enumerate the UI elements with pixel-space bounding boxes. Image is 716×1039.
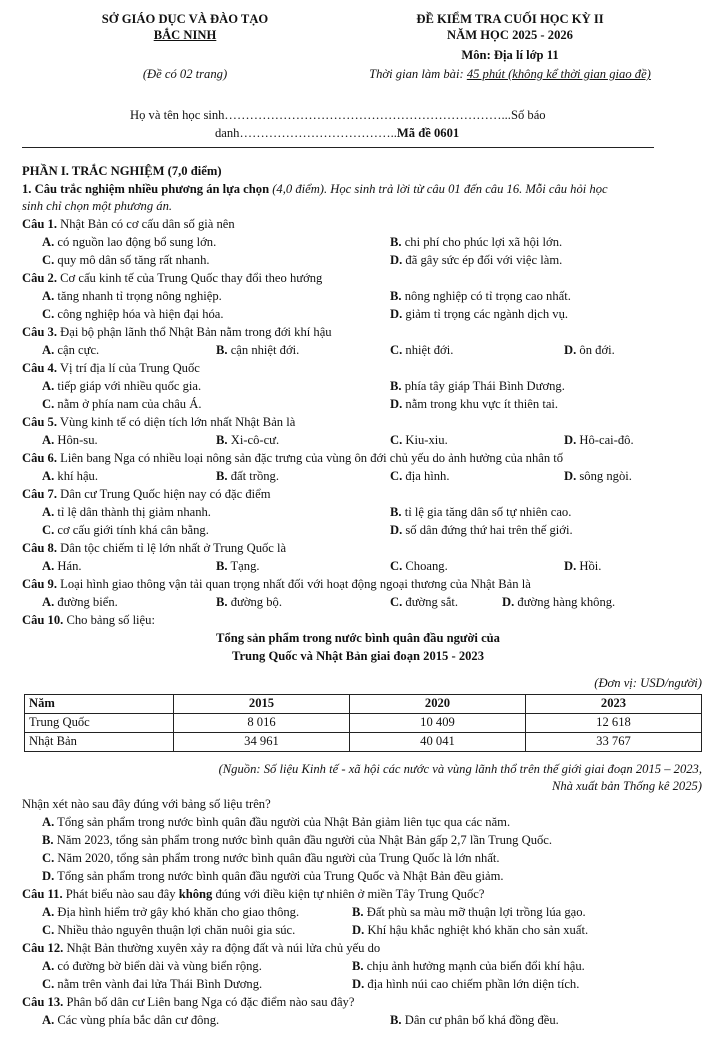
table-cell: 34 961 [174, 733, 350, 752]
q12-option-b[interactable]: B. chịu ảnh hưởng mạnh của biến đổi khí hậu. [352, 959, 585, 973]
department-name: SỞ GIÁO DỤC VÀ ĐÀO TẠO [101, 12, 269, 26]
table-cell: Trung Quốc [25, 714, 174, 733]
table-row [25, 733, 702, 752]
q6-option-b[interactable]: B. đất trồng. [216, 469, 279, 483]
table-source-publisher: Nhà xuất bản Thống kê 2025) [551, 779, 702, 793]
q7-option-c[interactable]: C. cơ cấu giới tính khá cân bằng. [42, 523, 209, 537]
q9-option-b[interactable]: B. đường bộ. [216, 595, 282, 609]
q5-option-c[interactable]: C. Kiu-xiu. [390, 433, 448, 447]
part1-instructions: 1. Câu trắc nghiệm nhiều phương án lựa chọn (4,0 điểm). Học sinh trả lời từ câu 01 đến câu 16. Mỗi câu hỏi học [22, 182, 608, 196]
student-name-line: Họ và tên học sinh…………………………………………………………...Số báo [130, 108, 546, 122]
q12-option-c[interactable]: C. nằm trên vành đai lửa Thái Bình Dương. [42, 977, 263, 991]
q10-option-d[interactable]: D. Tổng sản phẩm trong nước bình quân đầu người của Trung Quốc và Nhật Bản đều giảm. [42, 869, 504, 883]
q9-option-c[interactable]: C. đường sắt. [390, 595, 459, 609]
q2-option-a[interactable]: A. tăng nhanh tỉ trọng nông nghiệp. [42, 289, 222, 303]
q6-option-a[interactable]: A. khí hậu. [42, 469, 98, 483]
q13-option-b[interactable]: B. Dân cư phân bố khá đồng đều. [390, 1013, 559, 1027]
q2-option-c[interactable]: C. công nghiệp hóa và hiện đại hóa. [42, 307, 224, 321]
q6-option-c[interactable]: C. địa hình. [390, 469, 450, 483]
question-4: Câu 4. Vị trí địa lí của Trung Quốc [22, 361, 200, 375]
table-source: (Nguồn: Số liệu Kinh tế - xã hội các nước và vùng lãnh thổ trên thế giới giai đoạn 2015 – 2023, [218, 762, 702, 776]
table-header-cell: Năm [25, 695, 174, 714]
q6-option-d[interactable]: D. sông ngòi. [564, 469, 632, 483]
question-10: Câu 10. Cho bảng số liệu: [22, 613, 155, 627]
province-name: BẮC NINH [153, 28, 217, 42]
q7-option-a[interactable]: A. tỉ lệ dân thành thị giảm nhanh. [42, 505, 211, 519]
table-title-2: Trung Quốc và Nhật Bản giai đoạn 2015 - 2023 [231, 649, 485, 663]
question-13: Câu 13. Phân bố dân cư Liên bang Nga có đặc điểm nào sau đây? [22, 995, 355, 1009]
q10-option-c[interactable]: C. Năm 2020, tổng sản phẩm trong nước bình quân đầu người của Trung Quốc là lớn nhất. [42, 851, 500, 865]
table-title-1: Tổng sản phẩm trong nước bình quân đầu người của [216, 631, 500, 645]
page-count-note: (Đề có 02 trang) [142, 67, 228, 81]
q9-option-a[interactable]: A. đường biển. [42, 595, 118, 609]
question-8: Câu 8. Dân tộc chiếm tỉ lệ lớn nhất ở Trung Quốc là [22, 541, 287, 555]
q2-option-b[interactable]: B. nông nghiệp có tỉ trọng cao nhất. [390, 289, 571, 303]
q8-option-d[interactable]: D. Hồi. [564, 559, 602, 573]
table-row [25, 714, 702, 733]
q3-option-c[interactable]: C. nhiệt đới. [390, 343, 454, 357]
q8-option-b[interactable]: B. Tạng. [216, 559, 260, 573]
table-header-cell: 2015 [174, 695, 350, 714]
table-cell: 40 041 [350, 733, 526, 752]
q12-option-d[interactable]: D. địa hình núi cao chiếm phần lớn diện tích. [352, 977, 580, 991]
question-11: Câu 11. Phát biểu nào sau đây không đúng với điều kiện tự nhiên ở miền Tây Trung Quốc? [22, 887, 485, 901]
q7-option-b[interactable]: B. tỉ lệ gia tăng dân số tự nhiên cao. [390, 505, 572, 519]
table-cell: 33 767 [526, 733, 702, 752]
q10-prompt: Nhận xét nào sau đây đúng với bảng số liệu trên? [22, 797, 271, 811]
q11-option-a[interactable]: A. Địa hình hiểm trở gây khó khăn cho giao thông. [42, 905, 300, 919]
student-id-line: danh………………………………..Mã đề 0601 [215, 126, 460, 140]
question-1: Câu 1. Nhật Bản có cơ cấu dân số già nên [22, 217, 235, 231]
q9-option-d[interactable]: D. đường hàng không. [502, 595, 616, 609]
q11-option-d[interactable]: D. Khí hậu khắc nghiệt khó khăn cho sản xuất. [352, 923, 589, 937]
header-divider [22, 147, 654, 148]
q13-option-a[interactable]: A. Các vùng phía bắc dân cư đông. [42, 1013, 220, 1027]
question-2: Câu 2. Cơ cấu kinh tế của Trung Quốc thay đổi theo hướng [22, 271, 323, 285]
question-12: Câu 12. Nhật Bản thường xuyên xảy ra động đất và núi lửa chủ yếu do [22, 941, 381, 955]
q4-option-c[interactable]: C. nằm ở phía nam của châu Á. [42, 397, 202, 411]
table-cell: 8 016 [174, 714, 350, 733]
q1-option-a[interactable]: A. có nguồn lao động bổ sung lớn. [42, 235, 217, 249]
data-table [24, 694, 702, 752]
part1-instructions-cont: sinh chỉ chọn một phương án. [22, 199, 173, 213]
question-9: Câu 9. Loại hình giao thông vận tải quan trọng nhất đối với hoạt động ngoại thương của Nhật Bản là [22, 577, 531, 591]
q1-option-c[interactable]: C. quy mô dân số tăng rất nhanh. [42, 253, 210, 267]
q7-option-d[interactable]: D. số dân đứng thứ hai trên thế giới. [390, 523, 573, 537]
q3-option-d[interactable]: D. ôn đới. [564, 343, 615, 357]
q11-option-c[interactable]: C. Nhiều thảo nguyên thuận lợi chăn nuôi gia súc. [42, 923, 296, 937]
exam-code: Mã đề 0601 [396, 126, 460, 140]
question-7: Câu 7. Dân cư Trung Quốc hiện nay có đặc điểm [22, 487, 271, 501]
table-header-cell: 2020 [350, 695, 526, 714]
time-limit: Thời gian làm bài: 45 phút (không kể thời gian giao đề) [369, 67, 651, 81]
q3-option-a[interactable]: A. cận cực. [42, 343, 100, 357]
school-year: NĂM HỌC 2025 - 2026 [447, 28, 573, 42]
part1-title: PHẦN I. TRẮC NGHIỆM (7,0 điểm) [22, 164, 222, 178]
q5-option-d[interactable]: D. Hô-cai-đô. [564, 433, 634, 447]
q4-option-b[interactable]: B. phía tây giáp Thái Bình Dương. [390, 379, 565, 393]
q11-option-b[interactable]: B. Đất phù sa màu mỡ thuận lợi trồng lúa gạo. [352, 905, 586, 919]
q4-option-d[interactable]: D. nằm trong khu vực ít thiên tai. [390, 397, 559, 411]
subject: Môn: Địa lí lớp 11 [461, 48, 559, 62]
q3-option-b[interactable]: B. cận nhiệt đới. [216, 343, 300, 357]
table-cell: 12 618 [526, 714, 702, 733]
q8-option-a[interactable]: A. Hán. [42, 559, 82, 573]
exam-title: ĐỀ KIỂM TRA CUỐI HỌC KỲ II [416, 12, 604, 26]
table-header-cell: 2023 [526, 695, 702, 714]
table-unit: (Đơn vị: USD/người) [594, 676, 702, 690]
question-6: Câu 6. Liên bang Nga có nhiều loại nông sản đặc trưng của vùng ôn đới chủ yếu do ảnh hưởng của nhân tố [22, 451, 564, 465]
q1-option-d[interactable]: D. đã gây sức ép đối với việc làm. [390, 253, 563, 267]
q1-option-b[interactable]: B. chi phí cho phúc lợi xã hội lớn. [390, 235, 563, 249]
q10-option-b[interactable]: B. Năm 2023, tổng sản phẩm trong nước bình quân đầu người của Nhật Bản gấp 2,7 lần Trung Quốc. [42, 833, 553, 847]
question-3: Câu 3. Đại bộ phận lãnh thổ Nhật Bản nằm trong đới khí hậu [22, 325, 332, 339]
q4-option-a[interactable]: A. tiếp giáp với nhiều quốc gia. [42, 379, 202, 393]
q12-option-a[interactable]: A. có đường bờ biển dài và vùng biển rộng. [42, 959, 262, 973]
question-5: Câu 5. Vùng kinh tế có diện tích lớn nhất Nhật Bản là [22, 415, 296, 429]
table-header-row [25, 695, 702, 714]
q5-option-a[interactable]: A. Hôn-su. [42, 433, 98, 447]
table-cell: 10 409 [350, 714, 526, 733]
table-cell: Nhật Bản [25, 733, 174, 752]
q8-option-c[interactable]: C. Choang. [390, 559, 448, 573]
q10-option-a[interactable]: A. Tổng sản phẩm trong nước bình quân đầu người của Nhật Bản giảm liên tục qua các năm. [42, 815, 511, 829]
q5-option-b[interactable]: B. Xi-cô-cư. [216, 433, 280, 447]
q2-option-d[interactable]: D. giảm tỉ trọng các ngành dịch vụ. [390, 307, 569, 321]
